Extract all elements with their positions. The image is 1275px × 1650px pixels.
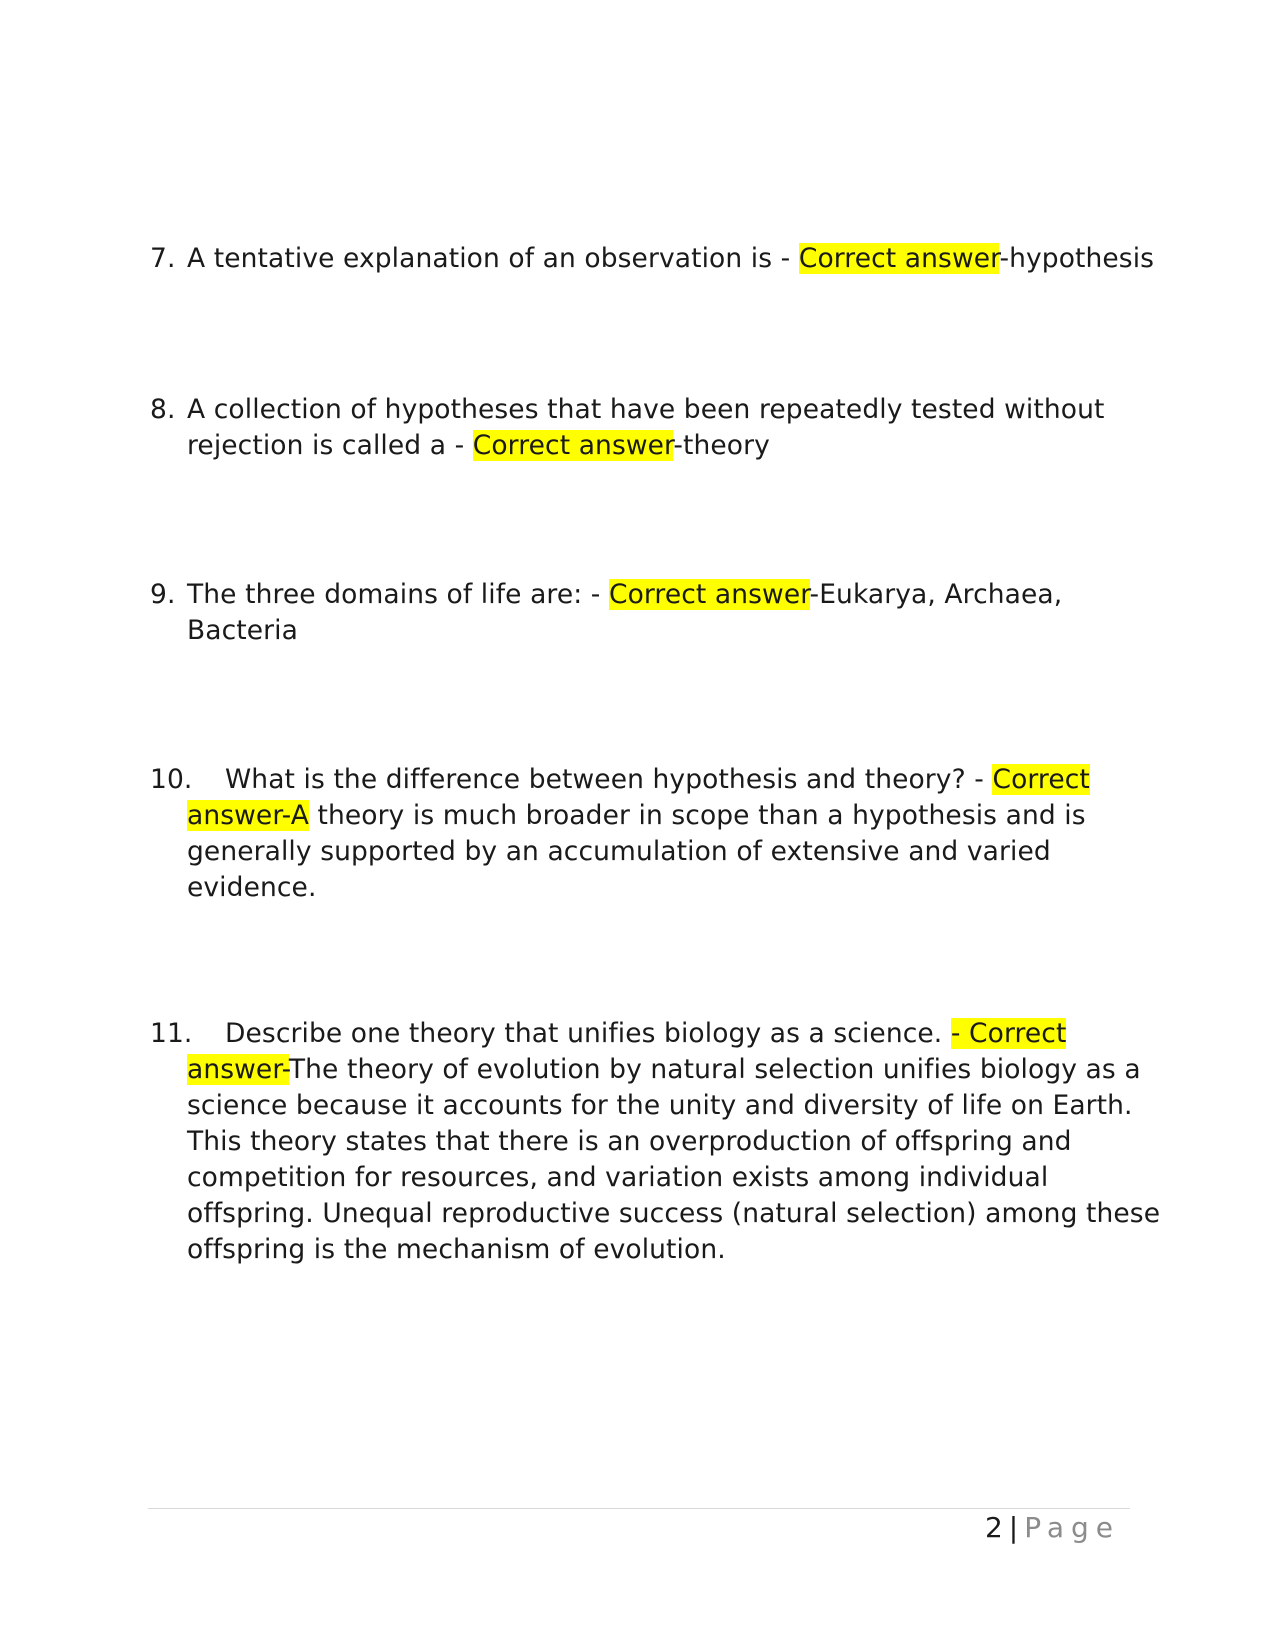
question-number: 10. — [150, 764, 193, 795]
question-number: 11. — [150, 1018, 193, 1049]
question-7 — [150, 241, 1155, 277]
answer-text: generally supported by an accumulation of extensive and varied — [187, 836, 1051, 867]
question-line — [150, 1160, 1135, 1196]
question-text: The three domains of life are: - — [187, 579, 609, 610]
correct-answer-highlight: answer-A — [187, 800, 309, 831]
correct-answer-highlight: Correct — [992, 764, 1090, 795]
question-line — [150, 1124, 1135, 1160]
question-line — [150, 1016, 1135, 1052]
question-line — [150, 870, 1135, 906]
question-line — [150, 1196, 1161, 1232]
question-text: A tentative explanation of an observation is - — [187, 243, 799, 274]
question-line — [150, 1052, 1141, 1088]
answer-text: Bacteria — [187, 615, 298, 646]
footer-separator: | — [1008, 1511, 1019, 1544]
footer-divider — [148, 1508, 1130, 1509]
correct-answer-highlight: Correct answer — [472, 430, 674, 461]
correct-answer-highlight: - Correct — [950, 1018, 1067, 1049]
answer-text: science because it accounts for the unity and diversity of life on Earth. — [187, 1090, 1133, 1121]
question-10 — [150, 762, 1135, 906]
question-line — [150, 428, 1135, 464]
answer-text: theory is much broader in scope than a hypothesis and is — [308, 800, 1086, 831]
answer-text: -Eukarya, Archaea, — [809, 579, 1063, 610]
question-text: What is the difference between hypothesis and theory? - — [225, 764, 993, 795]
correct-answer-highlight: answer- — [187, 1054, 289, 1085]
answer-text: This theory states that there is an overproduction of offspring and — [187, 1126, 1072, 1157]
answer-text: -hypothesis — [999, 243, 1155, 274]
question-number: 9. — [150, 579, 176, 610]
question-text: A collection of hypotheses that have been repeatedly tested without — [187, 394, 1105, 425]
answer-text: offspring is the mechanism of evolution. — [187, 1234, 726, 1265]
question-text: Describe one theory that unifies biology as a science. — [225, 1018, 951, 1049]
question-text: rejection is called a - — [187, 430, 473, 461]
question-line — [150, 577, 1135, 613]
question-line — [150, 1088, 1135, 1124]
question-number: 7. — [150, 243, 176, 274]
answer-text: offspring. Unequal reproductive success (natural selection) among these — [187, 1198, 1161, 1229]
answer-text: evidence. — [187, 872, 317, 903]
question-line — [150, 1232, 1135, 1268]
question-line — [150, 834, 1135, 870]
question-line — [150, 392, 1135, 428]
page-number: 2 — [984, 1511, 1003, 1544]
question-11 — [150, 1016, 1161, 1268]
page-label: Page — [1024, 1511, 1120, 1544]
question-8 — [150, 392, 1135, 464]
page-footer — [985, 1510, 1120, 1546]
question-line — [150, 241, 1155, 277]
answer-text: -theory — [673, 430, 770, 461]
answer-text: competition for resources, and variation exists among individual — [187, 1162, 1049, 1193]
question-line — [150, 762, 1135, 798]
question-line — [150, 798, 1135, 834]
correct-answer-highlight: Correct answer — [798, 243, 1000, 274]
question-9 — [150, 577, 1135, 649]
answer-text: The theory of evolution by natural selection unifies biology as a — [288, 1054, 1141, 1085]
question-line — [150, 613, 1135, 649]
correct-answer-highlight: Correct answer — [608, 579, 810, 610]
question-number: 8. — [150, 394, 176, 425]
